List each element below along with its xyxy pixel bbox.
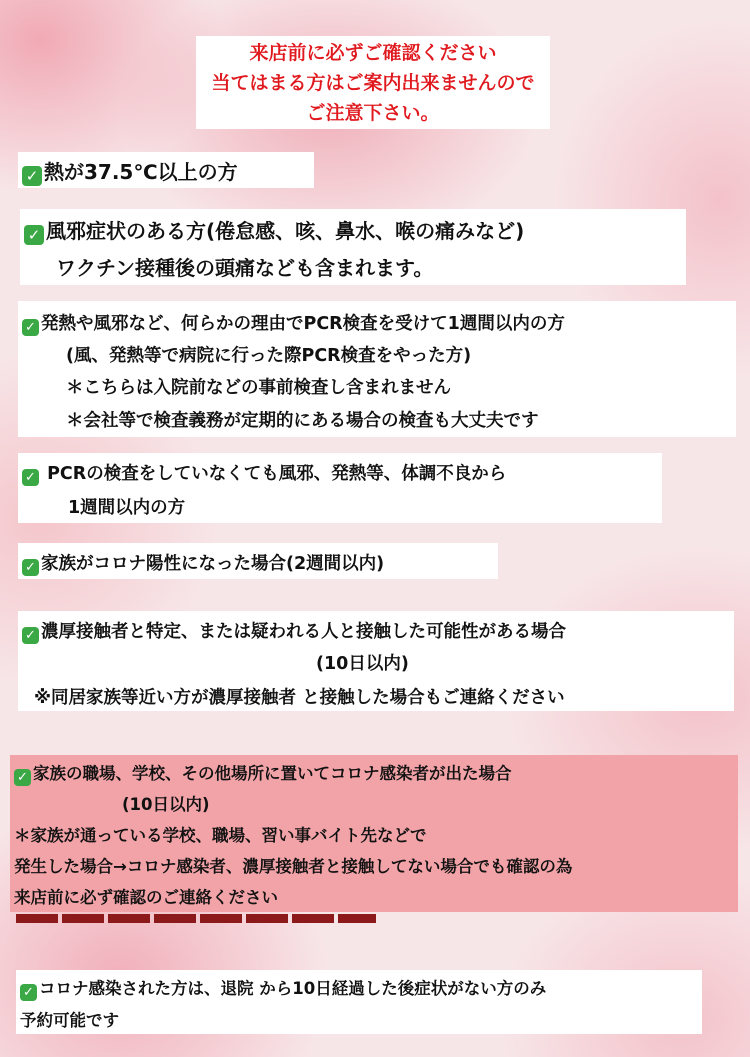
dash-segment bbox=[292, 914, 334, 923]
dash-segment bbox=[200, 914, 242, 923]
check-mark-icon: ✓ bbox=[14, 769, 31, 786]
item-8-line-1: ✓ コロナ感染された方は、退院 から10日経過した後症状がない方のみ bbox=[20, 975, 546, 1001]
item-7-line-4: 発生した場合→コロナ感染者、濃厚接触者と接触してない場合でも確認の為 bbox=[14, 857, 573, 876]
item-3-line-1: ✓ 発熱や風邪など、何らかの理由でPCR検査を受けて1週間以内の方 bbox=[22, 310, 565, 336]
item-3-line-2: (風、発熱等で病院に行った際PCR検査をやった方) bbox=[66, 346, 472, 366]
dash-segment bbox=[62, 914, 104, 923]
check-mark-icon: ✓ bbox=[22, 559, 39, 576]
check-mark-icon: ✓ bbox=[20, 984, 37, 1001]
dash-segment bbox=[154, 914, 196, 923]
dash-segment bbox=[16, 914, 58, 923]
item-7-line-2: (10日以内) bbox=[122, 795, 210, 814]
item-7-line-3: ＊家族が通っている学校、職場、習い事バイト先などで bbox=[14, 826, 427, 845]
item-3-line-4: ＊会社等で検査義務が定期的にある場合の検査も大丈夫です bbox=[66, 411, 539, 431]
notice-line-2: 当てはまる方はご案内出来ませんので bbox=[211, 72, 535, 94]
item-5-line-1: ✓ 家族がコロナ陽性になった場合(2週間以内) bbox=[22, 550, 384, 576]
check-mark-icon: ✓ bbox=[22, 166, 42, 186]
item-6-line-3: ※同居家族等近い方が濃厚接触者 と接触した場合もご連絡ください bbox=[34, 688, 565, 708]
item-2-line-1: ✓ 風邪症状のある方(倦怠感、咳、鼻水、喉の痛みなど) bbox=[24, 215, 524, 245]
dash-segment bbox=[108, 914, 150, 923]
item-6-line-1: ✓ 濃厚接触者と特定、または疑われる人と接触した可能性がある場合 bbox=[22, 618, 566, 644]
check-mark-icon: ✓ bbox=[22, 627, 39, 644]
check-mark-icon: ✓ bbox=[24, 225, 44, 245]
dash-segment bbox=[338, 914, 376, 923]
item-7-line-5: 来店前に必ず確認のご連絡ください bbox=[14, 888, 278, 907]
check-mark-icon: ✓ bbox=[22, 469, 39, 486]
item-2-line-2: ワクチン接種後の頭痛なども含まれます。 bbox=[56, 256, 434, 280]
item-4-line-1: ✓ PCRの検査をしていなくても風邪、発熱等、体調不良から bbox=[22, 460, 506, 486]
item-3-line-3: ＊こちらは入院前などの事前検査し含まれません bbox=[66, 378, 451, 398]
dash-segment bbox=[246, 914, 288, 923]
item-4-line-2: 1週間以内の方 bbox=[68, 498, 186, 518]
item-8-line-2: 予約可能です bbox=[20, 1011, 119, 1030]
notice-line-1: 来店前に必ずご確認ください bbox=[249, 42, 497, 64]
notice-line-3: ご注意下さい。 bbox=[306, 102, 440, 124]
item-6-line-2: (10日以内) bbox=[316, 654, 409, 674]
check-mark-icon: ✓ bbox=[22, 319, 39, 336]
item-7-line-1: ✓ 家族の職場、学校、その他場所に置いてコロナ感染者が出た場合 bbox=[14, 760, 512, 786]
item-1-line-1: ✓ 熱が37.5℃以上の方 bbox=[22, 156, 238, 186]
